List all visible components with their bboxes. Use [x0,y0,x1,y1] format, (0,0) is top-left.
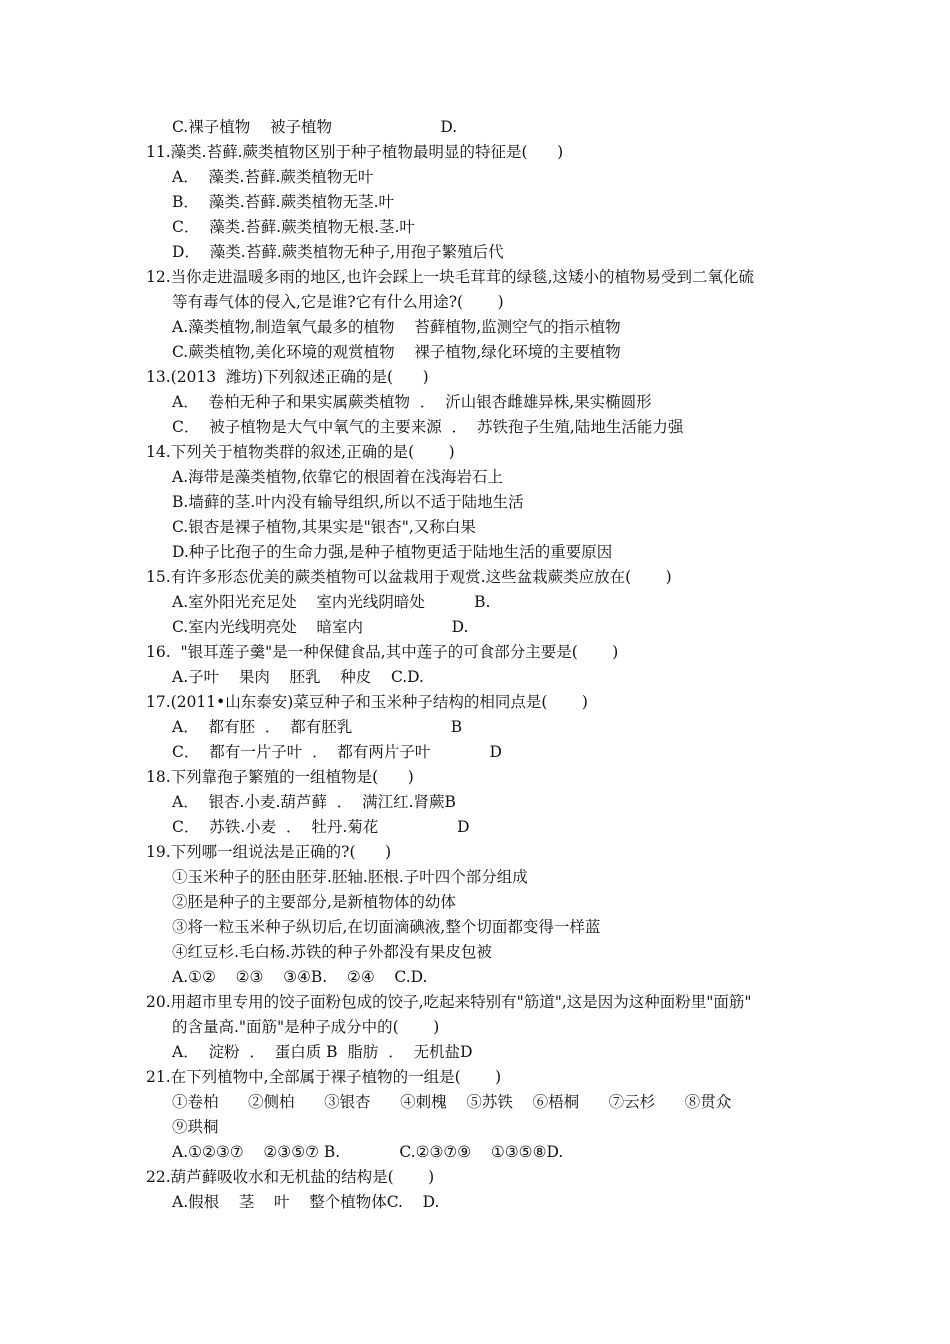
q15-stem: 15.有许多形态优美的蕨类植物可以盆栽用于观赏.这些盆栽蕨类应放在( ) [146,568,672,586]
q14-option-a: A.海带是藻类植物,依靠它的根固着在浅海岩石上 [172,468,504,486]
q19-statement-2: ②胚是种子的主要部分,是新植物体的幼体 [172,893,456,911]
q11-option-a: A． 藻类.苔藓.蕨类植物无叶 [172,168,374,186]
q19-stem: 19.下列哪一组说法是正确的?( ) [146,843,392,861]
q11-stem: 11.藻类.苔藓.蕨类植物区别于种子植物最明显的特征是( ) [146,143,564,161]
q22-options: A.假根 茎 叶 整个植物体C. D. [172,1193,440,1211]
q19-statement-1: ①玉米种子的胚由胚芽.胚轴.胚根.子叶四个部分组成 [172,868,528,886]
q19-options: A.①② ②③ ③④B. ②④ C.D. [172,968,428,986]
q18-stem: 18.下列靠孢子繁殖的一组植物是( ) [146,768,414,786]
q16-options: A.子叶 果肉 胚乳 种皮 C.D. [172,668,424,686]
q12-option-ab: A.藻类植物,制造氧气最多的植物 苔藓植物,监测空气的指示植物 [172,318,621,336]
q15-option-ab: A.室外阳光充足处 室内光线阴暗处 B. [172,593,491,611]
q17-stem: 17.(2011•山东泰安)菜豆种子和玉米种子结构的相同点是( ) [146,693,588,711]
q14-option-d: D.种子比孢子的生命力强,是种子植物更适于陆地生活的重要原因 [172,543,613,561]
q14-option-c: C.银杏是裸子植物,其果实是"银杏",又称白果 [172,518,476,536]
q18-option-ab: A． 银杏.小麦.葫芦藓 ． 满江红.肾蕨B [172,793,456,811]
q20-stem: 20.用超市里专用的饺子面粉包成的饺子,吃起来特别有"筋道",这是因为这种面粉里"面筋" [146,993,752,1011]
q13-option-ab: A． 卷柏无种子和果实属蕨类植物 ． 沂山银杏雌雄异株,果实椭圆形 [172,393,652,411]
q14-option-b: B.墙藓的茎.叶内没有输导组织,所以不适于陆地生活 [172,493,524,511]
q21-plant-list: ①卷柏 ②侧柏 ③银杏 ④刺槐 ⑤苏铁 ⑥梧桐 ⑦云杉 ⑧贯众 [172,1093,732,1111]
q12-option-cd: C.蕨类植物,美化环境的观赏植物 裸子植物,绿化环境的主要植物 [172,343,621,361]
q21-plant-list-cont: ⑨珙桐 [172,1118,219,1136]
q15-option-cd: C.室内光线明亮处 暗室内 D. [172,618,469,636]
q11-option-d: D． 藻类.苔藓.蕨类植物无种子,用孢子繁殖后代 [172,243,504,261]
q12-stem: 12.当你走进温暖多雨的地区,也许会踩上一块毛茸茸的绿毯,这矮小的植物易受到二氧化硫 [146,268,755,286]
q11-option-b: B． 藻类.苔藓.蕨类植物无茎.叶 [172,193,395,211]
q21-stem: 21.在下列植物中,全部属于裸子植物的一组是( ) [146,1068,502,1086]
q17-option-ab: A． 都有胚 ． 都有胚乳 B [172,718,463,736]
q18-option-cd: C． 苏铁.小麦 ． 牡丹.菊花 D [172,818,470,836]
q13-stem: 13.(2013 潍坊)下列叙述正确的是( ) [146,368,429,386]
q11-option-c: C． 藻类.苔藓.蕨类植物无根.茎.叶 [172,218,415,236]
q14-stem: 14.下列关于植物类群的叙述,正确的是( ) [146,443,455,461]
q12-stem-cont: 等有毒气体的侵入,它是谁?它有什么用途?( ) [172,293,504,311]
q17-option-cd: C． 都有一片子叶 ． 都有两片子叶 D [172,743,502,761]
q20-options: A． 淀粉 ． 蛋白质 B 脂肪 ． 无机盐D [172,1043,473,1061]
q20-stem-cont: 的含量高."面筋"是种子成分中的( ) [172,1018,440,1036]
q19-statement-3: ③将一粒玉米种子纵切后,在切面滴碘液,整个切面都变得一样蓝 [172,918,601,936]
q22-stem: 22.葫芦藓吸收水和无机盐的结构是( ) [146,1168,435,1186]
q13-option-cd: C． 被子植物是大气中氧气的主要来源 ． 苏铁孢子生殖,陆地生活能力强 [172,418,684,436]
q10-option-cd: C.裸子植物 被子植物 D. [172,118,458,136]
q16-stem: 16. "银耳莲子羹"是一种保健食品,其中莲子的可食部分主要是( ) [146,643,619,661]
q19-statement-4: ④红豆杉.毛白杨.苏铁的种子外都没有果皮包被 [172,943,492,961]
q21-options: A.①②③⑦ ②③⑤⑦ B. C.②③⑦⑨ ①③⑤⑧D. [172,1143,564,1161]
